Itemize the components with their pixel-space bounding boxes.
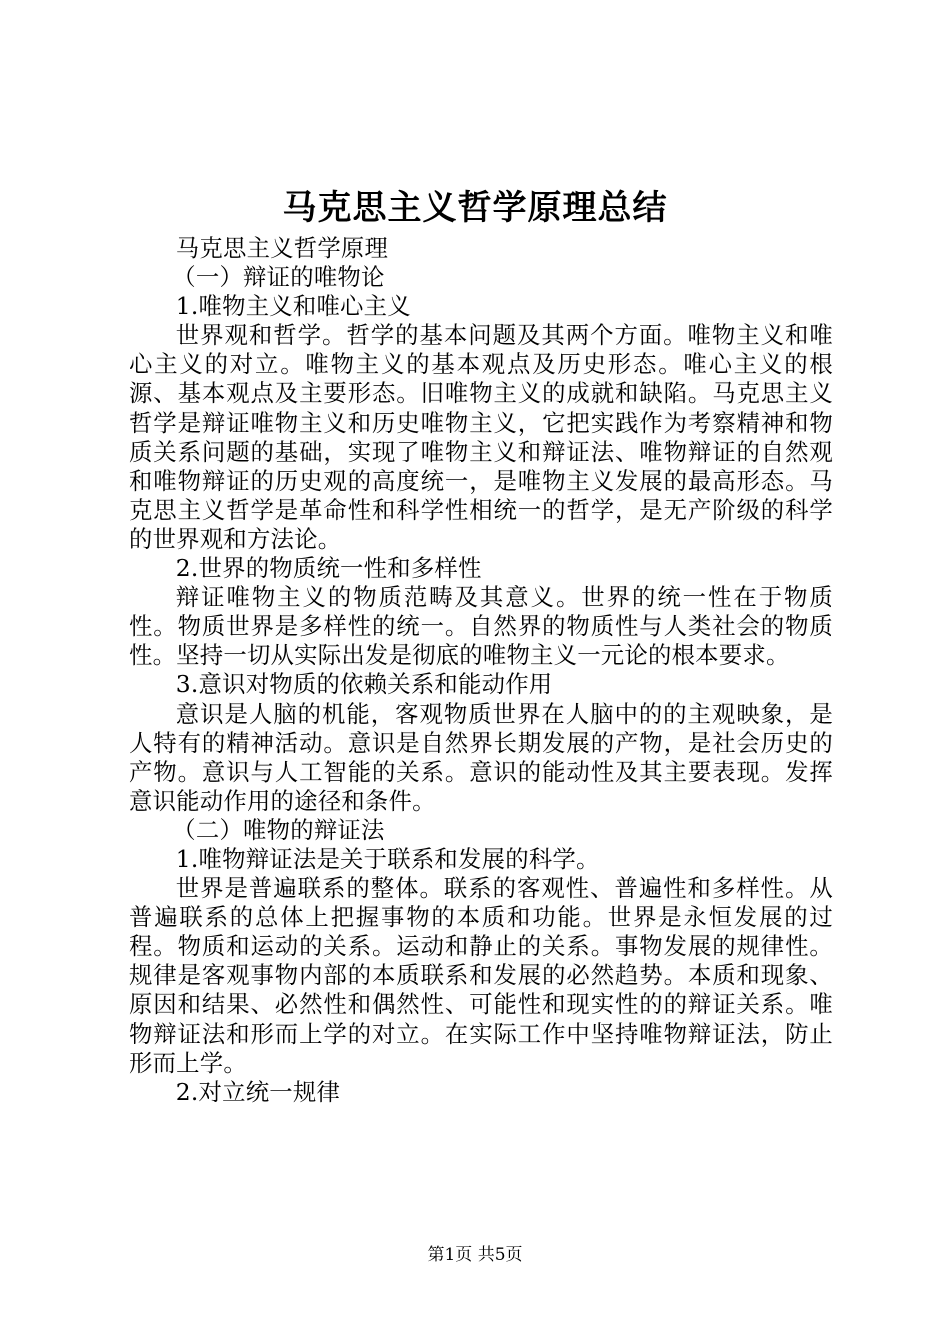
subsection-heading-consciousness: 3.意识对物质的依赖关系和能动作用 bbox=[175, 670, 553, 699]
paragraph-worldview: 世界观和哲学。哲学的基本问题及其两个方面。唯物主义和唯心主义的对立。唯物主义的基本观点及历史形态。唯心主义的根源、基本观点及主要形态。旧唯物主义的成就和缺陷。马克思主义哲学是辩证唯物主义和历史唯物主义，它把实践作为考察精神和物质关系问题的基础，实现了唯物主义和辩证法、唯物辩证的自然观和唯物辩证的历史观的高度统一，是唯物主义发展的最高形态。马克思主义哲学是革命性和科学性相统一的哲学，是无产阶级的科学的世界观和方法论。 bbox=[129, 321, 833, 553]
document-title: 马克思主义哲学原理总结 bbox=[282, 188, 668, 228]
paragraph-consciousness: 意识是人脑的机能，客观物质世界在人脑中的的主观映象，是人特有的精神活动。意识是自然界长期发展的产物，是社会历史的产物。意识与人工智能的关系。意识的能动性及其主要表现。发挥意识能动作用的途径和条件。 bbox=[129, 699, 833, 815]
intro-heading: 马克思主义哲学原理 bbox=[175, 234, 389, 262]
subsection-heading-materialism-idealism: 1.唯物主义和唯心主义 bbox=[175, 292, 411, 321]
paragraph-connection-development: 世界是普遍联系的整体。联系的客观性、普遍性和多样性。从普遍联系的总体上把握事物的本质和功能。世界是永恒发展的过程。物质和运动的关系。运动和静止的关系。事物发展的规律性。规律是客观事物内部的本质联系和发展的必然趋势。本质和现象、原因和结果、必然性和偶然性、可能性和现实性的的辩证关系。唯物辩证法和形而上学的对立。在实际工作中坚持唯物辩证法，防止形而上学。 bbox=[129, 874, 833, 1077]
document-body bbox=[129, 234, 833, 1107]
subsection-heading-connection-development: 1.唯物辩证法是关于联系和发展的科学。 bbox=[175, 844, 600, 873]
section-heading-materialist-dialectics: （二）唯物的辩证法 bbox=[172, 815, 385, 844]
page-footer: 第1页 共5页 bbox=[427, 1245, 523, 1265]
subsection-heading-unity-of-opposites: 2.对立统一规律 bbox=[175, 1077, 341, 1106]
paragraph-material-unity: 辩证唯物主义的物质范畴及其意义。世界的统一性在于物质性。物质世界是多样性的统一。自然界的物质性与人类社会的物质性。坚持一切从实际出发是彻底的唯物主义一元论的根本要求。 bbox=[129, 583, 833, 670]
subsection-heading-material-unity: 2.世界的物质统一性和多样性 bbox=[175, 554, 482, 583]
section-heading-dialectical-materialism: （一）辩证的唯物论 bbox=[172, 263, 385, 292]
